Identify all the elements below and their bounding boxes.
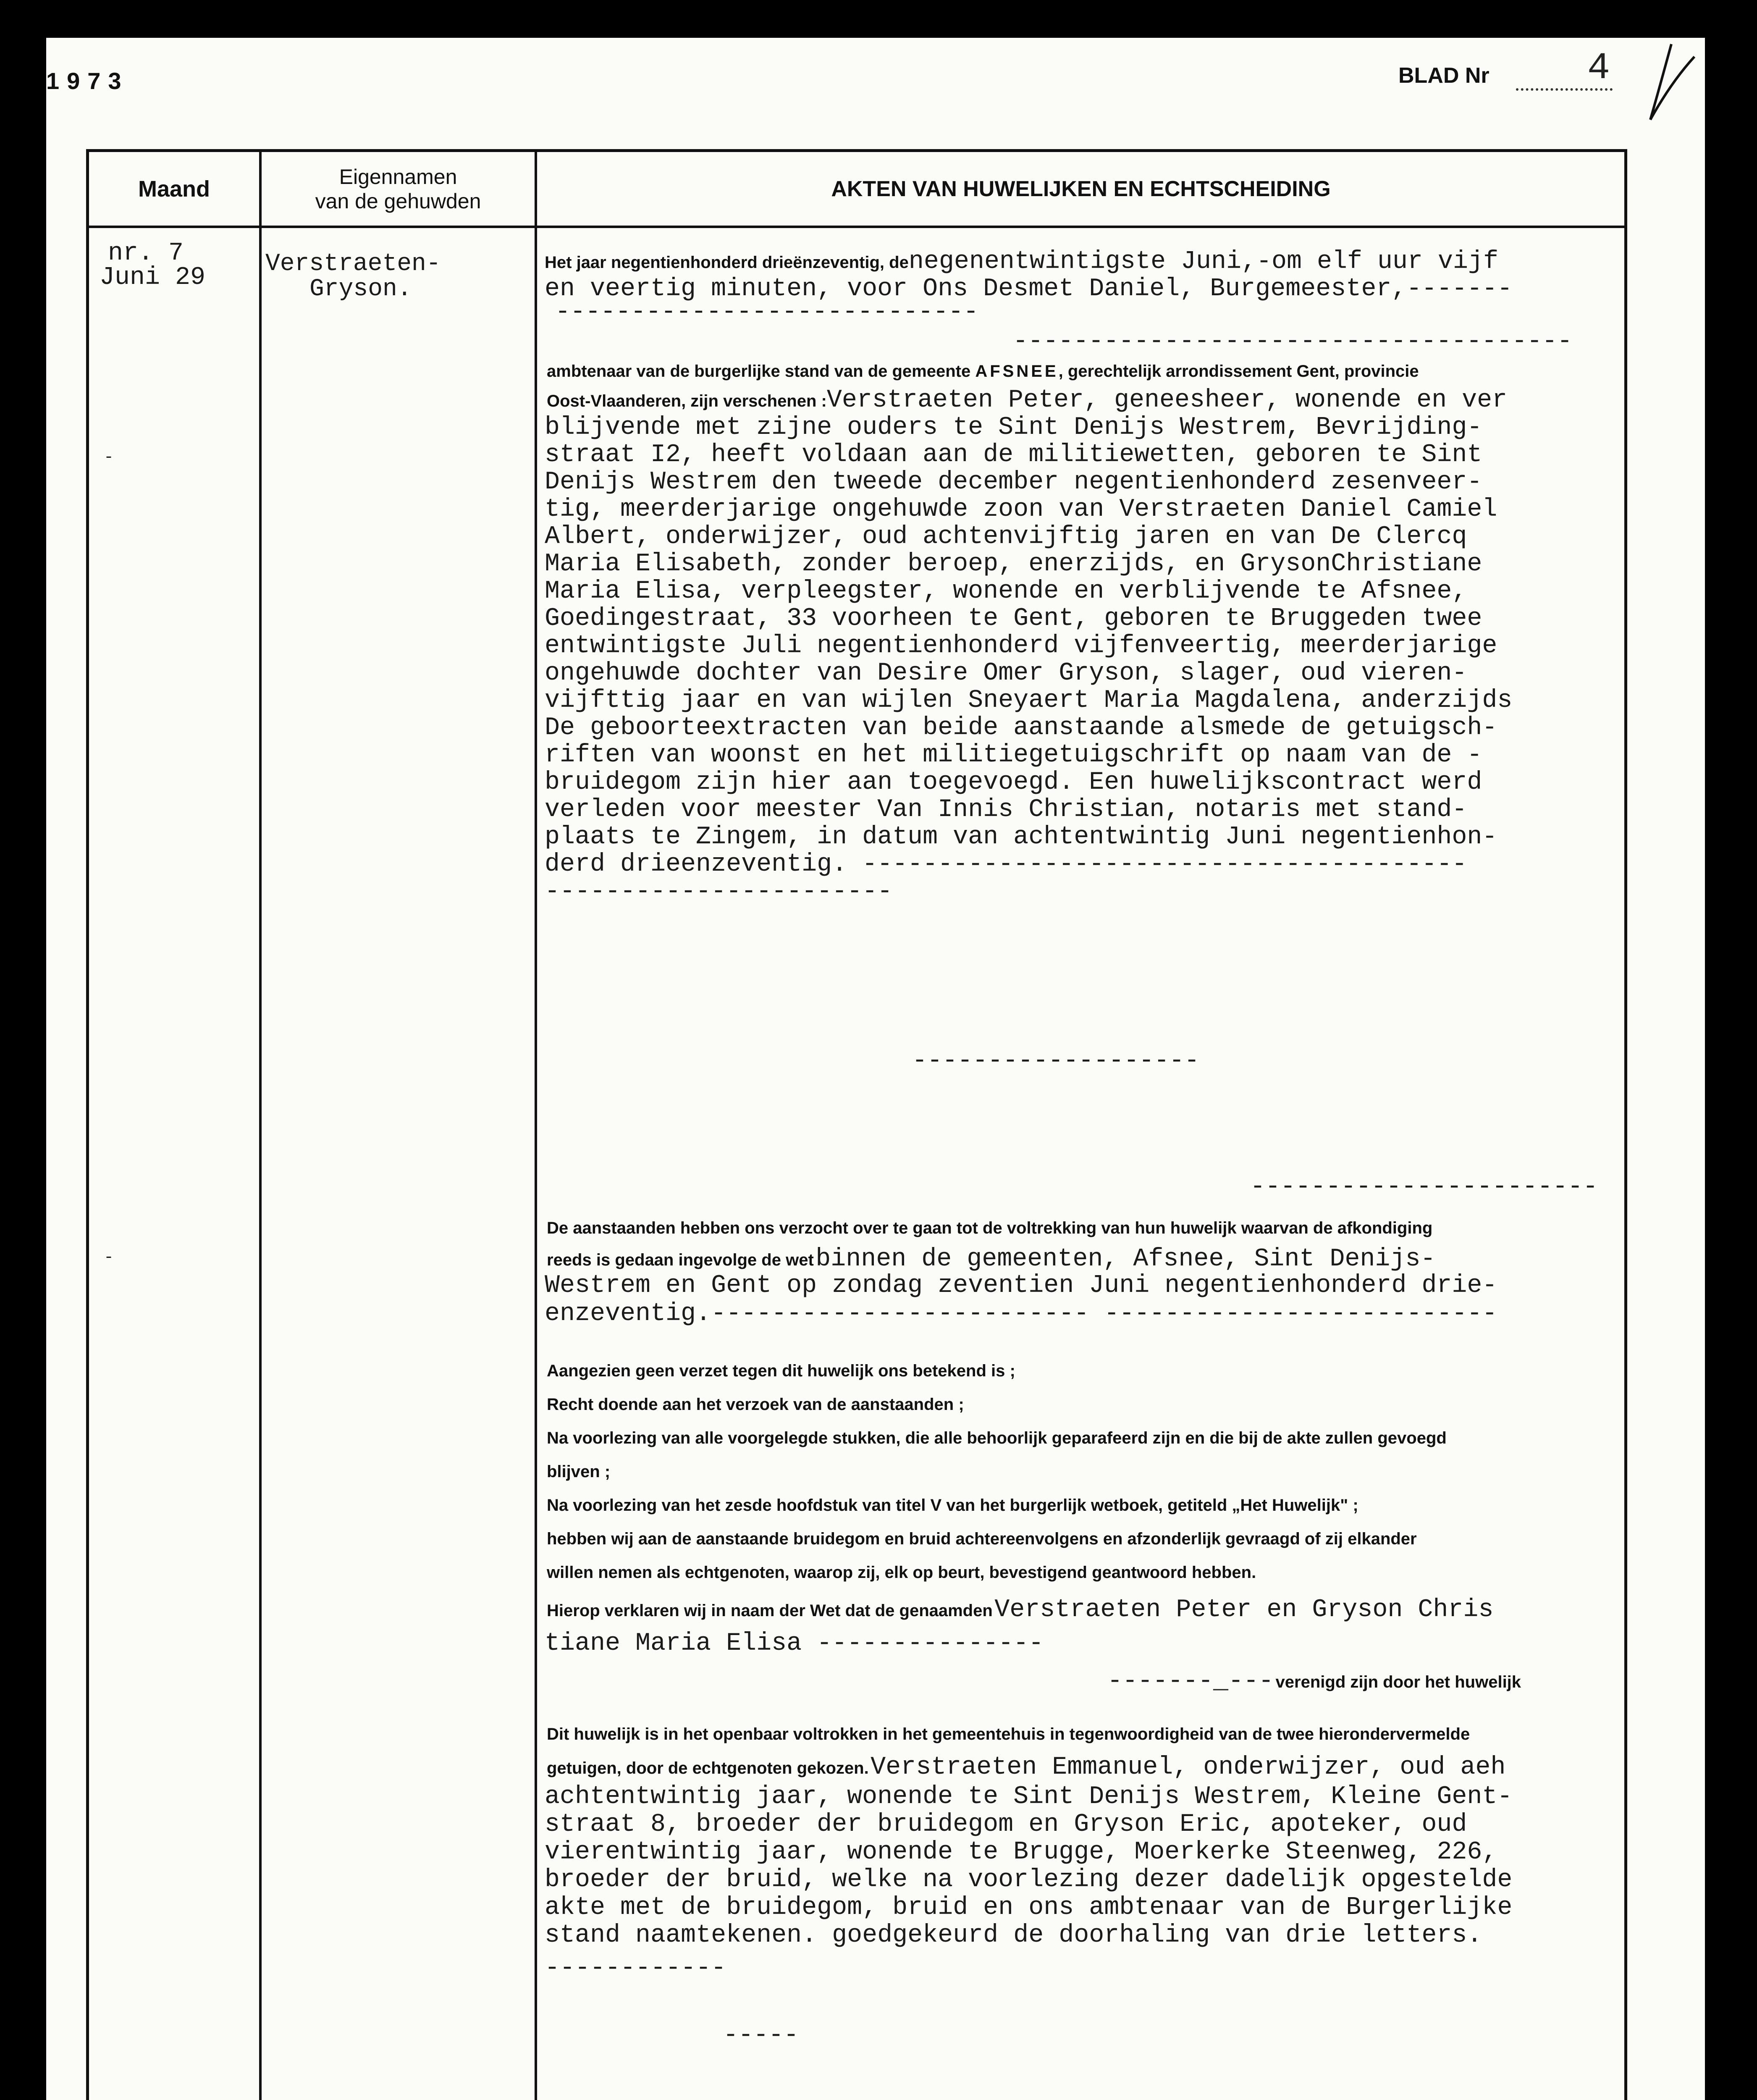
- text-line: riften van woonst en het militiegetuigschrift op naam van de -: [545, 741, 1482, 769]
- text-line: Goedingestraat, 33 voorheen te Gent, geboren te Bruggeden twee: [545, 604, 1482, 633]
- text-line: -----------------------: [545, 877, 893, 906]
- entry-date: Juni 29: [100, 263, 206, 292]
- municipality-name: AFSNEE: [975, 362, 1059, 381]
- separator-mid: -------------------: [912, 1047, 1200, 1075]
- text-line: Maria Elisabeth, zonder beroep, enerzijds, en GrysonChristiane: [545, 550, 1482, 578]
- names-line1: Verstraeten-: [265, 250, 441, 278]
- text-line: straat 8, broeder der bruidegom en Gryson Eric, apoteker, oud: [545, 1810, 1467, 1839]
- voltrokken-printed1: Dit huwelijk is in het openbaar voltrokken in het gemeentehuis in tegenwoordigheid van de twee hierondervermelde: [547, 1725, 1470, 1743]
- intro-typed3: ----------------------------: [555, 298, 979, 326]
- text-line: Maria Elisa, verpleegster, wonende en verblijvende te Afsnee,: [545, 577, 1467, 606]
- intro-printed3: Oost-Vlaanderen, zijn verschenen :: [547, 392, 827, 410]
- column-header-akten: AKTEN VAN HUWELIJKEN EN ECHTSCHEIDING: [831, 176, 1331, 201]
- text-line: Na voorlezing van alle voorgelegde stukken, die alle behoorlijk geparafeerd zijn en die bij de akte zullen gevoegd: [547, 1429, 1447, 1447]
- text-line: achtentwintig jaar, wonende te Sint Denijs Westrem, Kleine Gent-: [545, 1782, 1513, 1811]
- margin-dash: -: [104, 448, 114, 467]
- blad-label: BLAD Nr: [1398, 63, 1490, 88]
- text-line: straat I2, heeft voldaan aan de militiewetten, geboren te Sint: [545, 441, 1482, 469]
- intro-printed2a: ambtenaar van de burgerlijke stand van de gemeente: [547, 362, 976, 381]
- afkondiging-line2: [547, 1246, 1435, 1273]
- intro-line1: [545, 249, 1498, 275]
- margin-dash: -: [104, 1248, 114, 1267]
- text-line: Aangezien geen verzet tegen dit huwelijk ons betekend is ;: [547, 1362, 1015, 1380]
- header-divider: [89, 226, 1624, 228]
- register-year: 1973: [46, 68, 129, 94]
- text-line: verleden voor meester Van Innis Christian, notaris met stand-: [545, 795, 1467, 824]
- intro-typed4: -------------------------------------: [1013, 327, 1573, 356]
- text-line: Recht doende aan het verzoek van de aanstaanden ;: [547, 1395, 964, 1414]
- text-line: vijfttig jaar en van wijlen Sneyaert Maria Magdalena, anderzijds: [545, 686, 1513, 715]
- tail-dash1: ------------: [545, 1954, 726, 1982]
- body-line-0: Verstraeten Peter, geneesheer, wonende en ver: [826, 386, 1508, 415]
- text-line: blijvende met zijne ouders te Sint Denijs Westrem, Bevrijding-: [545, 413, 1482, 442]
- text-line: ongehuwde dochter van Desire Omer Gryson, slager, oud vieren-: [545, 659, 1467, 688]
- afkondiging-typed2: Westrem en Gent op zondag zeventien Juni negentienhonderd drie-: [545, 1271, 1497, 1300]
- intro-line3: [547, 387, 1507, 414]
- text-line: akte met de bruidegom, bruid en ons ambtenaar van de Burgerlijke: [545, 1893, 1513, 1922]
- text-line: bruidegom zijn hier aan toegevoegd. Een huwelijkscontract werd: [545, 768, 1482, 797]
- separator-before-afkondiging: -----------------------: [1250, 1173, 1598, 1201]
- voltrokken-line2: [547, 1754, 1505, 1781]
- register-table: [86, 149, 1627, 2100]
- voltrokken-printed2: getuigen, door de echtgenoten gekozen.: [547, 1759, 869, 1777]
- text-line: Albert, onderwijzer, oud achtenvijftig jaren en van De Clercq: [545, 522, 1467, 551]
- intro-typed2: en veertig minuten, voor Ons Desmet Daniel, Burgemeester,-------: [545, 275, 1513, 303]
- tail-dash2: -----: [723, 2021, 799, 2050]
- text-line: willen nemen als echtgenoten, waarop zij, elk op beurt, bevestigend geantwoord hebben.: [547, 1563, 1256, 1582]
- verklaring-typed2: tiane Maria Elisa ---------------: [545, 1629, 1044, 1658]
- verklaring-printed-end: verenigd zijn door het huwelijk: [1275, 1673, 1521, 1691]
- text-line: vierentwintig jaar, wonende te Brugge, Moerkerke Steenweg, 226,: [545, 1838, 1497, 1866]
- voltrokken-typed-first: Verstraeten Emmanuel, onderwijzer, oud aeh: [871, 1753, 1506, 1782]
- verklaring-typed1: Verstraeten Peter en Gryson Chris: [994, 1596, 1494, 1624]
- text-line: tig, meerderjarige ongehuwde zoon van Verstraeten Daniel Camiel: [545, 495, 1497, 524]
- afkondiging-typed1: binnen de gemeenten, Afsnee, Sint Denijs-: [816, 1245, 1436, 1273]
- text-line: broeder der bruid, welke na voorlezing dezer dadelijk opgestelde: [545, 1866, 1513, 1894]
- text-line: plaats te Zingem, in datum van achtentwintig Juni negentienhon-: [545, 823, 1497, 851]
- text-line: De geboorteextracten van beide aanstaande alsmede de getuigsch-: [545, 714, 1497, 742]
- column-header-maand: Maand: [138, 176, 210, 202]
- names-header-line2: van de gehuwden: [315, 189, 481, 213]
- intro-printed2c: , gerechtelijk arrondissement Gent, provincie: [1058, 362, 1419, 381]
- text-line: Na voorlezing van het zesde hoofdstuk van titel V van het burgerlijk wetboek, getiteld „Het Huwelijk" ;: [547, 1496, 1358, 1515]
- afkondiging-printed1: De aanstaanden hebben ons verzocht over te gaan tot de voltrekking van hun huwelijk waarvan de afkondiging: [547, 1219, 1433, 1237]
- column-divider: [259, 152, 262, 2100]
- verklaring-typed3: -------_---: [1107, 1667, 1274, 1696]
- afkondiging-printed2: reeds is gedaan ingevolge de wet: [547, 1251, 814, 1269]
- text-line: hebben wij aan de aanstaande bruidegom en bruid achtereenvolgens en afzonderlijk gevraagd of zij elkander: [547, 1530, 1417, 1548]
- text-line: derd drieenzeventig. ----------------------------------------: [545, 850, 1467, 879]
- blad-number: 4: [1587, 47, 1610, 90]
- intro-typed1: negenentwintigste Juni,-om elf uur vijf: [908, 247, 1499, 276]
- text-line: Denijs Westrem den tweede december negentienhonderd zesenveer-: [545, 468, 1482, 496]
- verklaring-line3: [1107, 1668, 1521, 1695]
- intro-printed1: Het jaar negentienhonderd drieënzeventig, de: [545, 253, 909, 272]
- names-header-line1: Eigennamen: [339, 165, 457, 189]
- names-line2: Gryson.: [309, 276, 412, 303]
- entry-number: nr. 7: [108, 239, 184, 268]
- intro-printed2: [547, 362, 1419, 381]
- verklaring-line1: [547, 1597, 1493, 1623]
- text-line: blijven ;: [547, 1462, 611, 1481]
- pen-stroke-mark: [1634, 40, 1697, 124]
- column-header-names: [262, 152, 535, 226]
- column-divider: [535, 152, 537, 2100]
- afkondiging-typed3: enzeventig.------------------------- --------------------------: [545, 1299, 1497, 1328]
- text-line: stand naamtekenen. goedgekeurd de doorhaling van drie letters.: [545, 1921, 1482, 1950]
- verklaring-printed: Hierop verklaren wij in naam der Wet dat de genaamden: [547, 1601, 993, 1620]
- text-line: entwintigste Juli negentienhonderd vijfenveertig, meerderjarige: [545, 632, 1497, 660]
